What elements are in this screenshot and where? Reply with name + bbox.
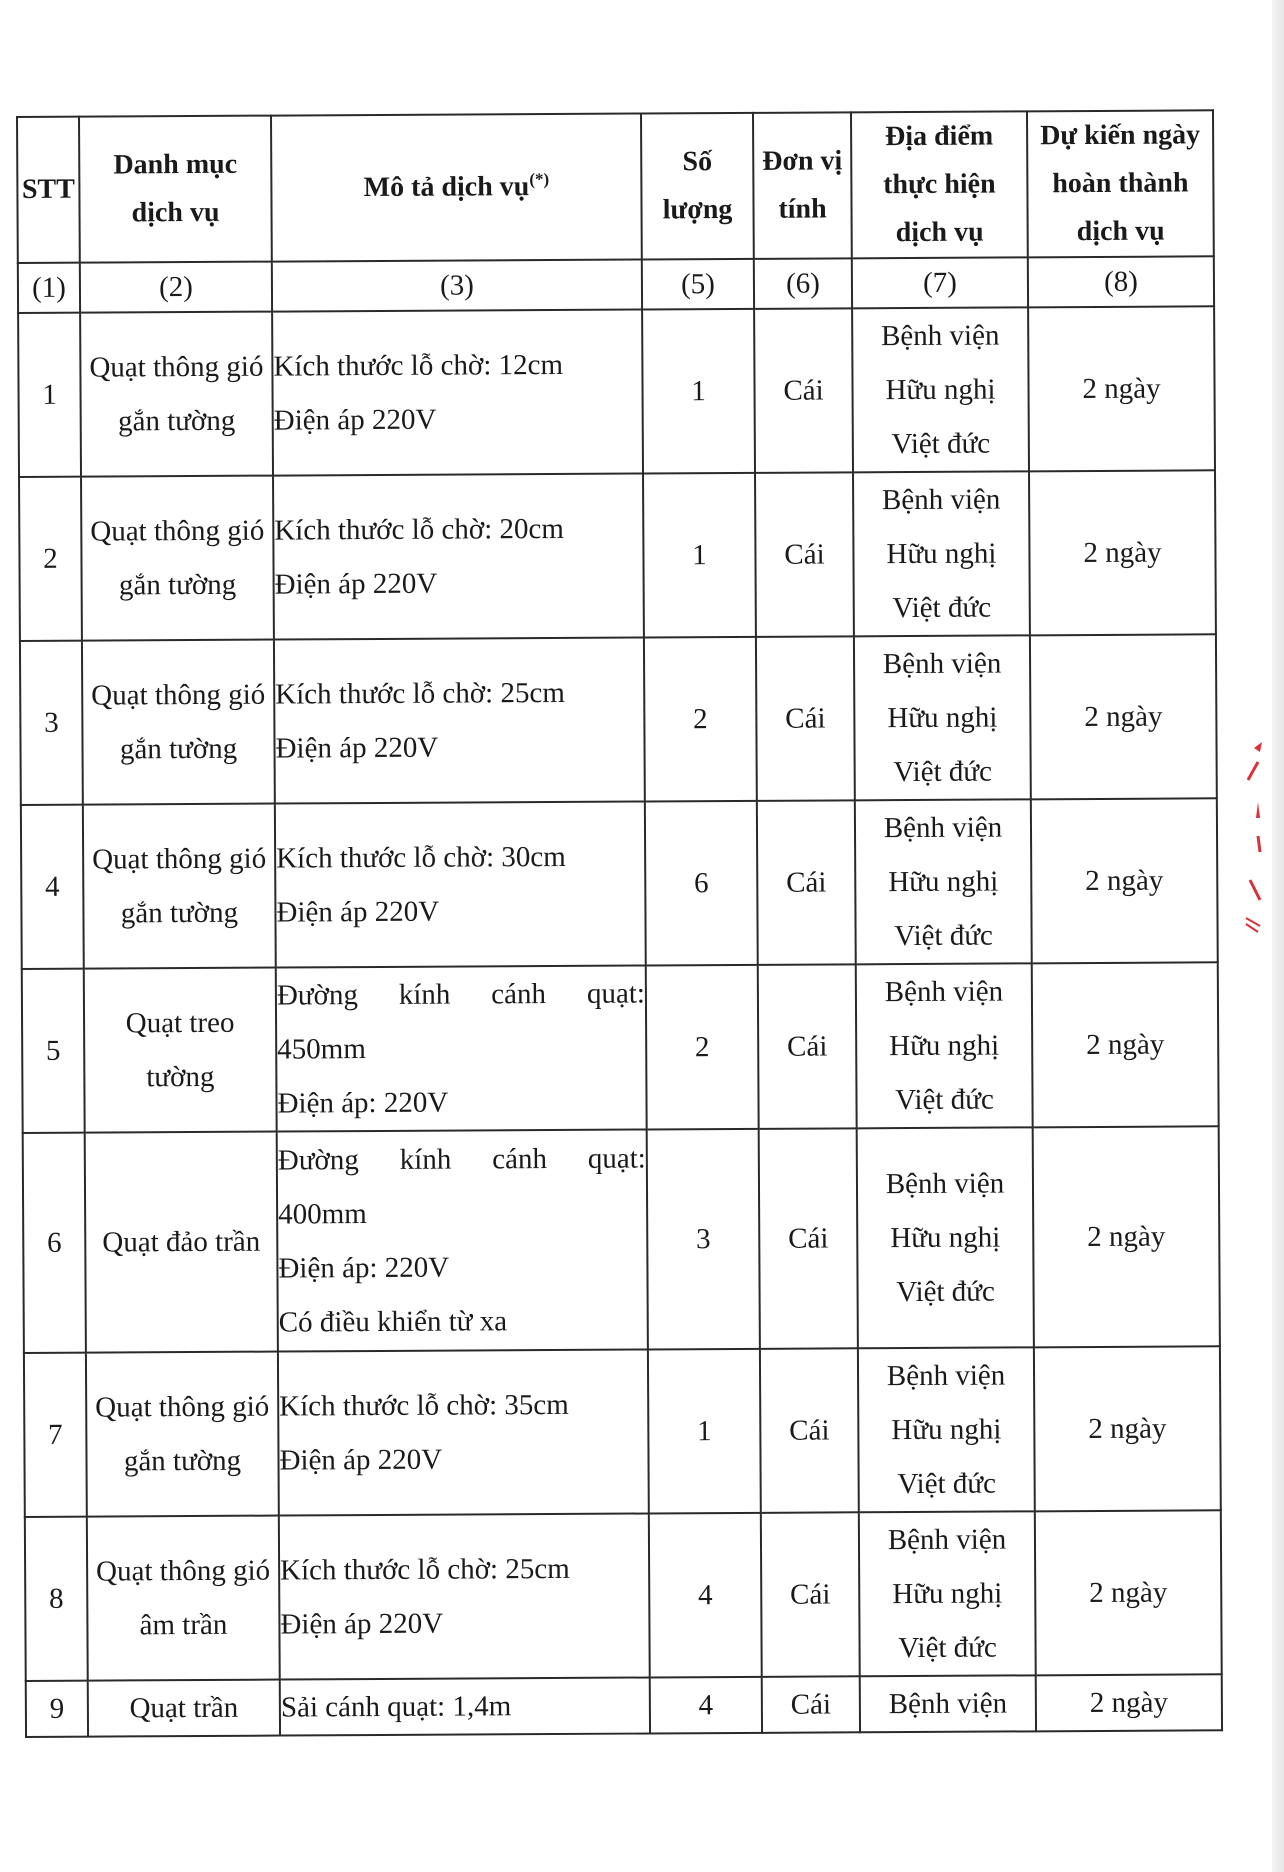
column-number: (2) bbox=[80, 262, 272, 313]
column-number: (3) bbox=[272, 260, 642, 312]
cell-unit: Cái bbox=[760, 1348, 859, 1513]
cell-description: Kích thước lỗ chờ: 12cm Điện áp 220V bbox=[272, 310, 643, 476]
cell-category: Quạt thông gió gắn tường bbox=[86, 1352, 279, 1517]
header-row bbox=[17, 110, 1214, 263]
cell-stt: 6 bbox=[23, 1133, 86, 1353]
table-row bbox=[22, 962, 1219, 1133]
cell-category: Quạt đảo trần bbox=[85, 1132, 278, 1353]
cell-unit: Cái bbox=[758, 964, 857, 1129]
cell-quantity: 6 bbox=[645, 801, 758, 966]
cell-stt: 5 bbox=[22, 969, 85, 1133]
cell-completion: 2 ngày bbox=[1034, 1346, 1221, 1511]
seal-mark bbox=[1258, 836, 1260, 852]
cell-unit: Cái bbox=[756, 636, 855, 801]
cell-category: Quạt thông gió gắn tường bbox=[81, 476, 274, 641]
cell-unit: Cái bbox=[759, 1128, 858, 1349]
cell-category: Quạt thông gió gắn tường bbox=[82, 640, 275, 805]
cell-stt: 3 bbox=[20, 641, 83, 805]
red-seal-fragment bbox=[1224, 740, 1264, 950]
table-row bbox=[24, 1346, 1221, 1517]
cell-completion: 2 ngày bbox=[1028, 306, 1215, 471]
cell-description: Kích thước lỗ chờ: 25cm Điện áp 220V bbox=[279, 1513, 650, 1679]
cell-completion: 2 ngày bbox=[1033, 1126, 1220, 1347]
scan-edge bbox=[1272, 0, 1284, 1872]
cell-location: Bệnh viện Hữu nghị Việt đức bbox=[852, 307, 1029, 472]
header-stt: STT bbox=[17, 117, 80, 263]
cell-stt: 1 bbox=[18, 313, 81, 477]
cell-quantity: 1 bbox=[648, 1349, 761, 1514]
table-row bbox=[19, 470, 1216, 641]
cell-unit: Cái bbox=[757, 800, 856, 965]
seal-mark bbox=[1250, 880, 1260, 900]
table-row bbox=[26, 1674, 1222, 1737]
cell-location: Bệnh viện Hữu nghị Việt đức bbox=[856, 963, 1033, 1128]
cell-completion: 2 ngày bbox=[1030, 634, 1217, 799]
cell-category: Quạt thông gió gắn tường bbox=[83, 804, 276, 969]
cell-completion: 2 ngày bbox=[1029, 470, 1216, 635]
cell-description: Kích thước lỗ chờ: 35cm Điện áp 220V bbox=[278, 1349, 649, 1515]
table-row bbox=[20, 634, 1217, 805]
cell-unit: Cái bbox=[755, 472, 854, 637]
table-row bbox=[23, 1126, 1220, 1353]
seal-mark bbox=[1248, 762, 1258, 780]
column-number: (1) bbox=[18, 263, 80, 313]
table-row bbox=[21, 798, 1218, 969]
header-quantity: Số lượng bbox=[641, 113, 754, 260]
cell-unit: Cái bbox=[762, 1676, 860, 1733]
service-table bbox=[16, 109, 1223, 1738]
cell-location: Bệnh viện Hữu nghị Việt đức bbox=[859, 1511, 1036, 1676]
cell-location: Bệnh viện Hữu nghị Việt đức bbox=[857, 1127, 1034, 1348]
cell-category: Quạt thông gió âm trần bbox=[87, 1516, 280, 1681]
cell-description: Kích thước lỗ chờ: 25cm Điện áp 220V bbox=[274, 638, 645, 804]
header-category: Danh mục dịch vụ bbox=[79, 116, 272, 263]
cell-completion: 2 ngày bbox=[1032, 962, 1219, 1127]
cell-description: Đường kính cánh quạt: 400mm Điện áp: 220V Có điều khiển từ xa bbox=[277, 1129, 648, 1351]
column-number-row bbox=[18, 256, 1214, 313]
cell-stt: 4 bbox=[21, 805, 84, 969]
table-row bbox=[18, 306, 1215, 477]
cell-stt: 2 bbox=[19, 477, 82, 641]
cell-unit: Cái bbox=[761, 1512, 860, 1677]
cell-location: Bệnh viện Hữu nghị Việt đức bbox=[853, 471, 1030, 636]
cell-stt: 9 bbox=[26, 1681, 88, 1737]
cell-category: Quạt trần bbox=[88, 1680, 280, 1737]
cell-location: Bệnh viện bbox=[860, 1675, 1036, 1732]
cell-unit: Cái bbox=[754, 308, 853, 473]
cell-stt: 7 bbox=[24, 1353, 87, 1517]
cell-category: Quạt treo tường bbox=[84, 968, 277, 1133]
header-completion: Dự kiến ngày hoàn thành dịch vụ bbox=[1027, 110, 1214, 257]
footnote-mark: (*) bbox=[529, 169, 550, 189]
seal-mark bbox=[1256, 802, 1260, 818]
cell-completion: 2 ngày bbox=[1035, 1510, 1222, 1675]
cell-stt: 8 bbox=[25, 1517, 88, 1681]
cell-quantity: 2 bbox=[646, 965, 759, 1130]
cell-category: Quạt thông gió gắn tường bbox=[80, 312, 273, 477]
cell-quantity: 1 bbox=[643, 473, 756, 638]
column-number: (6) bbox=[754, 258, 852, 309]
column-number: (5) bbox=[642, 259, 754, 310]
seal-mark bbox=[1254, 742, 1262, 752]
cell-quantity: 1 bbox=[642, 309, 755, 474]
header-location: Địa điểm thực hiện dịch vụ bbox=[851, 111, 1028, 258]
table-row bbox=[25, 1510, 1222, 1681]
cell-description: Đường kính cánh quạt: 450mm Điện áp: 220V bbox=[276, 965, 647, 1131]
cell-description: Kích thước lỗ chờ: 30cm Điện áp 220V bbox=[275, 801, 646, 967]
cell-quantity: 2 bbox=[644, 637, 757, 802]
justified-line: Đường kính cánh quạt: bbox=[276, 977, 645, 1012]
header-unit: Đơn vị tính bbox=[753, 112, 852, 259]
cell-quantity: 4 bbox=[649, 1513, 762, 1678]
cell-location: Bệnh viện Hữu nghị Việt đức bbox=[854, 635, 1031, 800]
cell-location: Bệnh viện Hữu nghị Việt đức bbox=[858, 1347, 1035, 1512]
cell-completion: 2 ngày bbox=[1031, 798, 1218, 963]
justified-line: Đường kính cánh quạt: bbox=[277, 1142, 646, 1177]
column-number: (7) bbox=[852, 257, 1028, 308]
cell-quantity: 4 bbox=[650, 1677, 762, 1734]
cell-location: Bệnh viện Hữu nghị Việt đức bbox=[855, 799, 1032, 964]
cell-completion: 2 ngày bbox=[1036, 1674, 1222, 1731]
header-description: Mô tả dịch vụ(*) bbox=[271, 114, 642, 262]
column-number: (8) bbox=[1028, 256, 1214, 307]
cell-description: Sải cánh quạt: 1,4m bbox=[280, 1677, 650, 1735]
cell-description: Kích thước lỗ chờ: 20cm Điện áp 220V bbox=[273, 474, 644, 640]
seal-mark bbox=[1246, 918, 1260, 932]
cell-quantity: 3 bbox=[647, 1129, 760, 1350]
